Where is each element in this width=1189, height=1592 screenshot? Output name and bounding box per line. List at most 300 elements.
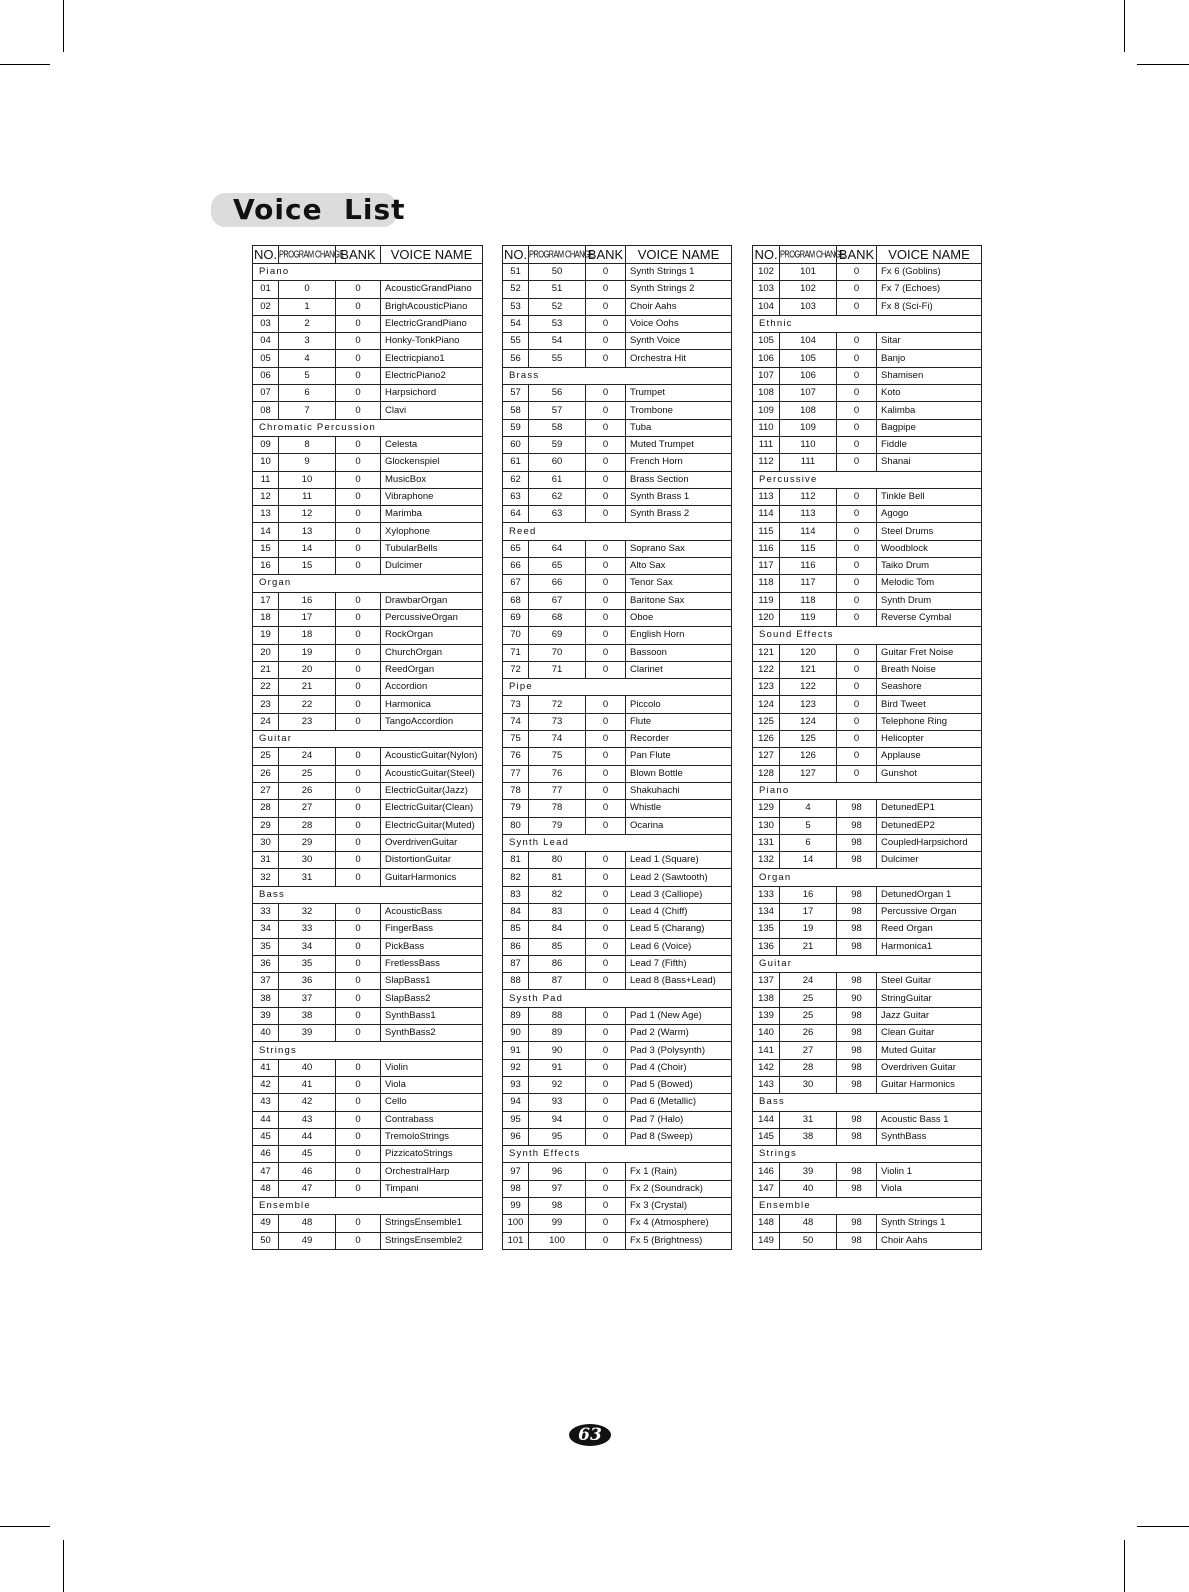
bank-value: 0 [336, 471, 381, 488]
voice-name: Banjo [877, 350, 982, 367]
voice-number: 63 [503, 488, 529, 505]
voice-number: 74 [503, 713, 529, 730]
bank-value: 0 [336, 506, 381, 523]
bank-value: 0 [586, 506, 626, 523]
voice-name: Guitar Harmonics [877, 1076, 982, 1093]
voice-row [503, 1094, 732, 1111]
program-change-value: 64 [529, 540, 586, 557]
voice-number: 82 [503, 869, 529, 886]
bank-value: 0 [336, 1059, 381, 1076]
voice-name: Glockenspiel [381, 454, 483, 471]
voice-row [253, 402, 483, 419]
voice-row [753, 1059, 982, 1076]
voice-row [753, 765, 982, 782]
program-change-value: 23 [279, 713, 336, 730]
voice-row [753, 575, 982, 592]
bank-value: 0 [336, 609, 381, 626]
program-change-value: 24 [780, 973, 837, 990]
voice-number: 84 [503, 903, 529, 920]
voice-row [753, 523, 982, 540]
voice-number: 59 [503, 419, 529, 436]
voice-number: 142 [753, 1059, 780, 1076]
bank-value: 98 [837, 1215, 877, 1232]
voice-name: Koto [877, 385, 982, 402]
voice-name: Sitar [877, 333, 982, 350]
voice-number: 137 [753, 973, 780, 990]
voice-number: 03 [253, 315, 279, 332]
voice-number: 106 [753, 350, 780, 367]
voice-row [503, 955, 732, 972]
bank-value: 0 [586, 713, 626, 730]
header-bank: BANK [586, 246, 626, 264]
bank-value: 0 [586, 661, 626, 678]
category-row [253, 575, 483, 592]
voice-number: 20 [253, 644, 279, 661]
program-change-value: 100 [529, 1232, 586, 1249]
voice-number: 27 [253, 782, 279, 799]
voice-row [753, 454, 982, 471]
program-change-value: 19 [780, 921, 837, 938]
program-change-value: 52 [529, 298, 586, 315]
bank-value: 0 [586, 1094, 626, 1111]
voice-row [253, 782, 483, 799]
voice-row [753, 990, 982, 1007]
voice-row [753, 1180, 982, 1197]
bank-value: 98 [837, 834, 877, 851]
bank-value: 0 [837, 350, 877, 367]
category-row [753, 869, 982, 886]
voice-row [503, 385, 732, 402]
voice-name: Lead 7 (Fifth) [626, 955, 732, 972]
program-change-value: 63 [529, 506, 586, 523]
bank-value: 0 [336, 661, 381, 678]
voice-number: 125 [753, 713, 780, 730]
program-change-value: 12 [279, 506, 336, 523]
voice-number: 22 [253, 679, 279, 696]
voice-name: Voice Oohs [626, 315, 732, 332]
voice-name: Taiko Drum [877, 558, 982, 575]
category-row [753, 1094, 982, 1111]
voice-number: 81 [503, 852, 529, 869]
voice-row [253, 938, 483, 955]
voice-name: PizzicatoStrings [381, 1146, 483, 1163]
voice-name: DistortionGuitar [381, 852, 483, 869]
bank-value: 0 [336, 436, 381, 453]
bank-value: 0 [837, 436, 877, 453]
voice-name: Celesta [381, 436, 483, 453]
voice-name: Agogo [877, 506, 982, 523]
program-change-value: 21 [279, 679, 336, 696]
program-change-value: 81 [529, 869, 586, 886]
voice-row [503, 350, 732, 367]
bank-value: 0 [336, 488, 381, 505]
voice-row [753, 333, 982, 350]
bank-value: 0 [336, 627, 381, 644]
voice-name: Xylophone [381, 523, 483, 540]
voice-name: Percussive Organ [877, 903, 982, 920]
voice-number: 44 [253, 1111, 279, 1128]
bank-value: 0 [586, 436, 626, 453]
program-change-value: 28 [279, 817, 336, 834]
category-row [503, 523, 732, 540]
voice-name: ElectricGrandPiano [381, 315, 483, 332]
voice-row [253, 955, 483, 972]
voice-row [503, 627, 732, 644]
voice-row [503, 731, 732, 748]
voice-name: BrighAcousticPiano [381, 298, 483, 315]
program-change-value: 27 [279, 800, 336, 817]
bank-value: 0 [336, 955, 381, 972]
voice-row [753, 973, 982, 990]
crop-mark [1124, 0, 1125, 52]
bank-value: 0 [837, 333, 877, 350]
voice-row [253, 281, 483, 298]
voice-number: 122 [753, 661, 780, 678]
voice-name: Lead 4 (Chiff) [626, 903, 732, 920]
voice-row [253, 1146, 483, 1163]
voice-name: Violin 1 [877, 1163, 982, 1180]
page-title: Voice List [233, 193, 406, 226]
header-no: NO. [253, 246, 278, 262]
voice-name: Lead 1 (Square) [626, 852, 732, 869]
voice-number: 55 [503, 333, 529, 350]
bank-value: 0 [586, 575, 626, 592]
bank-value: 90 [837, 990, 877, 1007]
voice-row [753, 644, 982, 661]
program-change-value: 31 [780, 1111, 837, 1128]
voice-name: Guitar Fret Noise [877, 644, 982, 661]
program-change-value: 82 [529, 886, 586, 903]
program-change-value: 6 [279, 385, 336, 402]
program-change-value: 25 [279, 765, 336, 782]
voice-row [503, 748, 732, 765]
voice-row [503, 1042, 732, 1059]
voice-name: Honky-TonkPiano [381, 333, 483, 350]
program-change-value: 124 [780, 713, 837, 730]
voice-number: 93 [503, 1076, 529, 1093]
voice-name: Dulcimer [877, 852, 982, 869]
bank-value: 0 [336, 540, 381, 557]
voice-row [253, 1059, 483, 1076]
program-change-value: 74 [529, 731, 586, 748]
voice-row [753, 679, 982, 696]
voice-name: Lead 3 (Calliope) [626, 886, 732, 903]
voice-row [753, 713, 982, 730]
program-change-value: 69 [529, 627, 586, 644]
voice-name: Pad 5 (Bowed) [626, 1076, 732, 1093]
program-change-value: 16 [279, 592, 336, 609]
program-change-value: 95 [529, 1128, 586, 1145]
category-row [503, 367, 732, 384]
voice-number: 121 [753, 644, 780, 661]
bank-value: 0 [336, 1146, 381, 1163]
voice-row [753, 1111, 982, 1128]
voice-row [753, 834, 982, 851]
voice-row [753, 488, 982, 505]
bank-value: 0 [837, 454, 877, 471]
voice-number: 138 [753, 990, 780, 1007]
voice-row [753, 1042, 982, 1059]
voice-name: Pad 8 (Sweep) [626, 1128, 732, 1145]
bank-value: 0 [336, 679, 381, 696]
program-change-value: 30 [279, 852, 336, 869]
voice-number: 149 [753, 1232, 780, 1249]
bank-value: 0 [837, 696, 877, 713]
category-row [753, 471, 982, 488]
bank-value: 0 [586, 264, 626, 281]
voice-row [253, 454, 483, 471]
voice-table-3 [752, 245, 982, 1250]
voice-row [253, 523, 483, 540]
voice-name: Fx 1 (Rain) [626, 1163, 732, 1180]
voice-row [253, 748, 483, 765]
voice-name: OrchestralHarp [381, 1163, 483, 1180]
bank-value: 0 [586, 731, 626, 748]
program-change-value: 66 [529, 575, 586, 592]
voice-row [503, 903, 732, 920]
category-row [253, 1042, 483, 1059]
bank-value: 0 [336, 367, 381, 384]
program-change-value: 20 [279, 661, 336, 678]
voice-name: English Horn [626, 627, 732, 644]
bank-value: 0 [336, 281, 381, 298]
program-change-value: 71 [529, 661, 586, 678]
category-label: Strings [753, 1146, 982, 1163]
bank-value: 0 [586, 817, 626, 834]
voice-row [753, 903, 982, 920]
voice-number: 76 [503, 748, 529, 765]
program-change-value: 50 [529, 264, 586, 281]
bank-value: 0 [837, 281, 877, 298]
voice-row [253, 1007, 483, 1024]
bank-value: 0 [837, 523, 877, 540]
voice-name: TubularBells [381, 540, 483, 557]
voice-number: 19 [253, 627, 279, 644]
program-change-value: 92 [529, 1076, 586, 1093]
bank-value: 0 [336, 454, 381, 471]
bank-value: 0 [336, 1215, 381, 1232]
program-change-value: 19 [279, 644, 336, 661]
program-change-value: 14 [279, 540, 336, 557]
voice-row [253, 713, 483, 730]
program-change-value: 44 [279, 1128, 336, 1145]
voice-name: Fiddle [877, 436, 982, 453]
voice-row [253, 592, 483, 609]
voice-name: Orchestra Hit [626, 350, 732, 367]
program-change-value: 103 [780, 298, 837, 315]
voice-number: 143 [753, 1076, 780, 1093]
voice-number: 132 [753, 852, 780, 869]
voice-number: 140 [753, 1025, 780, 1042]
voice-number: 75 [503, 731, 529, 748]
program-change-value: 39 [780, 1163, 837, 1180]
program-change-value: 15 [279, 558, 336, 575]
voice-name: Fx 8 (Sci-Fi) [877, 298, 982, 315]
bank-value: 0 [586, 1163, 626, 1180]
crop-mark [1137, 1526, 1189, 1527]
bank-value: 0 [586, 800, 626, 817]
voice-row [253, 540, 483, 557]
bank-value: 0 [336, 1111, 381, 1128]
category-row [753, 1146, 982, 1163]
category-label: Piano [753, 782, 982, 799]
voice-number: 119 [753, 592, 780, 609]
voice-number: 57 [503, 385, 529, 402]
bank-value: 0 [586, 1180, 626, 1197]
bank-value: 0 [837, 765, 877, 782]
program-change-value: 85 [529, 938, 586, 955]
voice-row [503, 298, 732, 315]
voice-name: Seashore [877, 679, 982, 696]
program-change-value: 99 [529, 1215, 586, 1232]
voice-row [253, 1163, 483, 1180]
bank-value: 0 [586, 402, 626, 419]
bank-value: 0 [586, 921, 626, 938]
voice-number: 33 [253, 903, 279, 920]
voice-number: 72 [503, 661, 529, 678]
bank-value: 98 [837, 1007, 877, 1024]
program-change-value: 87 [529, 973, 586, 990]
voice-name: Viola [877, 1180, 982, 1197]
program-change-value: 32 [279, 903, 336, 920]
voice-name: Fx 3 (Crystal) [626, 1198, 732, 1215]
program-change-value: 117 [780, 575, 837, 592]
program-change-value: 110 [780, 436, 837, 453]
voice-number: 16 [253, 558, 279, 575]
voice-row [503, 315, 732, 332]
voice-number: 109 [753, 402, 780, 419]
voice-name: Brass Section [626, 471, 732, 488]
voice-number: 37 [253, 973, 279, 990]
voice-name: Harpsichord [381, 385, 483, 402]
bank-value: 98 [837, 852, 877, 869]
voice-name: Baritone Sax [626, 592, 732, 609]
voice-number: 147 [753, 1180, 780, 1197]
header-no: NO. [503, 246, 528, 262]
voice-name: Timpani [381, 1180, 483, 1197]
program-change-value: 40 [279, 1059, 336, 1076]
voice-number: 36 [253, 955, 279, 972]
bank-value: 98 [837, 1163, 877, 1180]
voice-row [503, 765, 732, 782]
program-change-value: 25 [780, 1007, 837, 1024]
voice-name: Shanai [877, 454, 982, 471]
program-change-value: 4 [279, 350, 336, 367]
program-change-value: 89 [529, 1025, 586, 1042]
voice-name: CoupledHarpsichord [877, 834, 982, 851]
voice-number: 06 [253, 367, 279, 384]
bank-value: 0 [336, 1025, 381, 1042]
bank-value: 0 [336, 696, 381, 713]
voice-row [253, 298, 483, 315]
bank-value: 0 [336, 1007, 381, 1024]
voice-name: Oboe [626, 609, 732, 626]
voice-name: Bagpipe [877, 419, 982, 436]
voice-number: 15 [253, 540, 279, 557]
voice-number: 49 [253, 1215, 279, 1232]
program-change-value: 115 [780, 540, 837, 557]
voice-number: 41 [253, 1059, 279, 1076]
voice-name: SlapBass2 [381, 990, 483, 1007]
voice-name: Harmonica1 [877, 938, 982, 955]
voice-number: 123 [753, 679, 780, 696]
program-change-value: 109 [780, 419, 837, 436]
voice-row [253, 800, 483, 817]
program-change-value: 22 [279, 696, 336, 713]
voice-name: Recorder [626, 731, 732, 748]
voice-row [503, 609, 732, 626]
voice-number: 28 [253, 800, 279, 817]
program-change-value: 9 [279, 454, 336, 471]
voice-row [253, 852, 483, 869]
voice-number: 117 [753, 558, 780, 575]
voice-number: 68 [503, 592, 529, 609]
voice-name: Reverse Cymbal [877, 609, 982, 626]
voice-row [253, 367, 483, 384]
bank-value: 0 [837, 367, 877, 384]
program-change-value: 33 [279, 921, 336, 938]
category-label: Guitar [253, 731, 483, 748]
header-no: NO. [754, 246, 778, 262]
program-change-value: 48 [780, 1215, 837, 1232]
header-voice-name: VOICE NAME [626, 246, 732, 264]
program-change-value: 126 [780, 748, 837, 765]
voice-row [253, 921, 483, 938]
category-row [753, 1198, 982, 1215]
program-change-value: 6 [780, 834, 837, 851]
voice-name: Lead 6 (Voice) [626, 938, 732, 955]
program-change-value: 40 [780, 1180, 837, 1197]
program-change-value: 29 [279, 834, 336, 851]
voice-number: 56 [503, 350, 529, 367]
program-change-value: 4 [780, 800, 837, 817]
voice-name: OverdrivenGuitar [381, 834, 483, 851]
voice-number: 107 [753, 367, 780, 384]
program-change-value: 5 [279, 367, 336, 384]
voice-name: Telephone Ring [877, 713, 982, 730]
voice-row [253, 1111, 483, 1128]
voice-row [503, 886, 732, 903]
voice-row [503, 1163, 732, 1180]
program-change-value: 26 [780, 1025, 837, 1042]
voice-row [753, 436, 982, 453]
voice-name: Shakuhachi [626, 782, 732, 799]
program-change-value: 13 [279, 523, 336, 540]
program-change-value: 36 [279, 973, 336, 990]
bank-value: 0 [336, 298, 381, 315]
voice-row [503, 1198, 732, 1215]
voice-name: Clean Guitar [877, 1025, 982, 1042]
voice-row [503, 938, 732, 955]
voice-number: 98 [503, 1180, 529, 1197]
header-program-change: PROGRAM CHANGE [279, 243, 336, 266]
bank-value: 0 [586, 869, 626, 886]
bank-value: 0 [336, 558, 381, 575]
program-change-value: 67 [529, 592, 586, 609]
bank-value: 0 [336, 1094, 381, 1111]
voice-number: 24 [253, 713, 279, 730]
bank-value: 0 [837, 298, 877, 315]
program-change-value: 2 [279, 315, 336, 332]
voice-number: 144 [753, 1111, 780, 1128]
program-change-value: 122 [780, 679, 837, 696]
voice-number: 92 [503, 1059, 529, 1076]
voice-row [753, 1076, 982, 1093]
voice-name: GuitarHarmonics [381, 869, 483, 886]
voice-number: 26 [253, 765, 279, 782]
voice-row [503, 402, 732, 419]
voice-name: Trumpet [626, 385, 732, 402]
